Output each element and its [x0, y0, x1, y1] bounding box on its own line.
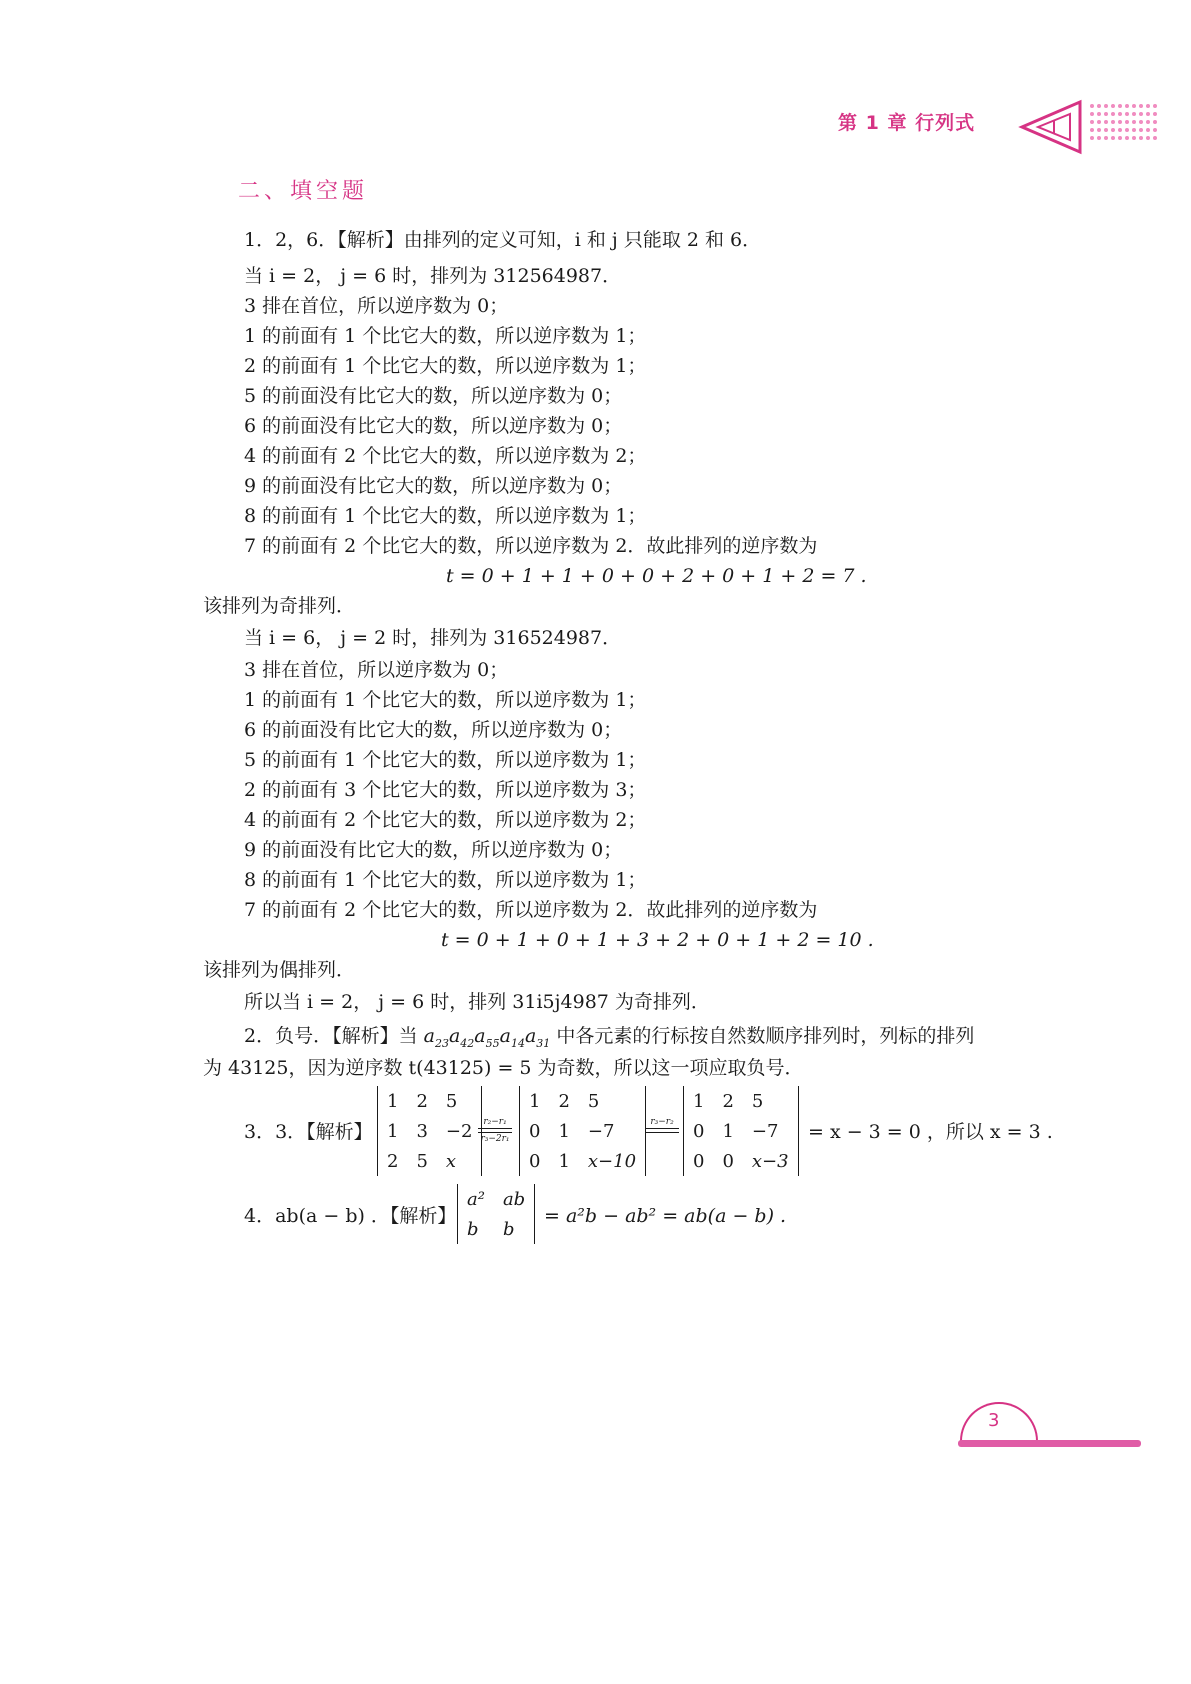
q3-determinant-2	[519, 1086, 646, 1176]
q4-suffix: = a²b − ab² = ab(a − b) .	[544, 1205, 787, 1227]
det-cell: 1	[558, 1150, 570, 1172]
det-cell: x−3	[751, 1150, 789, 1172]
chapter-triangle-icon	[1018, 98, 1168, 160]
det-cell: 0	[529, 1120, 541, 1142]
det-cell: 1	[693, 1090, 705, 1112]
q1-case2-line: 5 的前面有 1 个比它大的数，所以逆序数为 1；	[244, 749, 647, 771]
q1-case1-line: 6 的前面没有比它大的数，所以逆序数为 0；	[244, 415, 623, 437]
q2-line2: 为 43125，因为逆序数 t(43125) = 5 为奇数，所以这一项应取负号．	[203, 1057, 804, 1079]
q1-case2-line: 2 的前面有 3 个比它大的数，所以逆序数为 3；	[244, 779, 647, 801]
q2-product-term: $a_{23}a_{42}a_{55}a_{14}a_{31}$	[423, 1025, 551, 1050]
det-cell: a²	[467, 1188, 485, 1210]
q4-determinant	[457, 1184, 535, 1244]
q1-case2-line: 8 的前面有 1 个比它大的数，所以逆序数为 1；	[244, 869, 647, 891]
det-cell: 5	[416, 1150, 428, 1172]
q1-case2-line: 7 的前面有 2 个比它大的数，所以逆序数为 2．故此排列的逆序数为	[244, 899, 818, 921]
section-title: 二、填空题	[238, 179, 369, 204]
row-op-bottom: r₃−2r₁	[480, 1134, 510, 1144]
q2-line1-post: 中各元素的行标按自然数顺序排列时，列标的排列	[550, 1025, 975, 1047]
row-op-top: r₂−r₁	[483, 1117, 507, 1127]
det-cell: 1	[722, 1120, 734, 1142]
q1-case2-result: 该排列为偶排列．	[203, 959, 356, 981]
q1-case1-line: 9 的前面没有比它大的数，所以逆序数为 0；	[244, 475, 623, 497]
page-number-bar	[958, 1440, 1141, 1447]
det-cell: 1	[558, 1120, 570, 1142]
row-op-bar	[478, 1128, 512, 1133]
q1-intro: 1．2，6．【解析】由排列的定义可知，i 和 j 只能取 2 和 6．	[244, 229, 762, 251]
det-cell: −7	[751, 1120, 779, 1142]
det-cell: 0	[529, 1150, 541, 1172]
q3-determinant-1	[377, 1086, 482, 1176]
q3-row-op-1	[478, 1117, 512, 1144]
q2-line1-pre: 2．负号．【解析】当	[244, 1025, 424, 1047]
q1-case1-sum: t = 0 + 1 + 1 + 0 + 0 + 2 + 0 + 1 + 2 = 7 .	[446, 565, 867, 587]
det-cell: −2	[445, 1120, 473, 1142]
det-cell: 2	[416, 1090, 428, 1112]
q1-case1-line: 5 的前面没有比它大的数，所以逆序数为 0；	[244, 385, 623, 407]
q1-case1-line: 7 的前面有 2 个比它大的数，所以逆序数为 2．故此排列的逆序数为	[244, 535, 818, 557]
row-op-bar	[645, 1128, 679, 1133]
q1-case2-line: 1 的前面有 1 个比它大的数，所以逆序数为 1；	[244, 689, 647, 711]
det-cell: 1	[387, 1120, 399, 1142]
q1-case2-line: 4 的前面有 2 个比它大的数，所以逆序数为 2；	[244, 809, 647, 831]
det-cell: 0	[693, 1150, 705, 1172]
q3-row-op-2	[645, 1117, 679, 1134]
q1-case2-line: 3 排在首位，所以逆序数为 0；	[244, 659, 509, 681]
q1-case2-line: 9 的前面没有比它大的数，所以逆序数为 0；	[244, 839, 623, 861]
det-cell: b	[467, 1218, 479, 1240]
det-cell: 5	[445, 1090, 458, 1112]
chapter-header: 第 1 章 行列式	[838, 112, 976, 134]
q1-case1-result: 该排列为奇排列．	[203, 595, 356, 617]
det-cell: 5	[751, 1090, 764, 1112]
q1-case2: 当 i = 6， j = 2 时，排列为 316524987．	[244, 627, 622, 649]
q3-determinant-3	[683, 1086, 799, 1176]
q1-case1: 当 i = 2， j = 6 时，排列为 312564987．	[244, 265, 622, 287]
q4-prefix: 4．ab(a − b) ．【解析】	[244, 1205, 457, 1227]
q1-case2-sum: t = 0 + 1 + 0 + 1 + 3 + 2 + 0 + 1 + 2 = 10 .	[441, 929, 874, 951]
q1-case1-line: 2 的前面有 1 个比它大的数，所以逆序数为 1；	[244, 355, 647, 377]
q3-suffix: = x − 3 = 0 ，所以 x = 3 .	[808, 1121, 1053, 1143]
q1-conclusion: 所以当 i = 2， j = 6 时，排列 31i5j4987 为奇排列．	[244, 991, 710, 1013]
det-cell: 2	[722, 1090, 734, 1112]
page-number: 3	[988, 1410, 1000, 1431]
q1-case1-line: 8 的前面有 1 个比它大的数，所以逆序数为 1；	[244, 505, 647, 527]
det-cell: x	[445, 1150, 457, 1172]
q1-case1-line: 4 的前面有 2 个比它大的数，所以逆序数为 2；	[244, 445, 647, 467]
q1-case1-line: 1 的前面有 1 个比它大的数，所以逆序数为 1；	[244, 325, 647, 347]
det-cell: 2	[387, 1150, 399, 1172]
det-cell: 2	[558, 1090, 570, 1112]
det-cell: 5	[587, 1090, 600, 1112]
det-cell: 1	[387, 1090, 399, 1112]
det-cell: −7	[587, 1120, 615, 1142]
row-op-top: r₃−r₂	[650, 1117, 674, 1127]
q1-case1-line: 3 排在首位，所以逆序数为 0；	[244, 295, 509, 317]
det-cell: ab	[502, 1188, 526, 1210]
det-cell: b	[502, 1218, 515, 1240]
det-cell: 0	[722, 1150, 734, 1172]
q1-case2-line: 6 的前面没有比它大的数，所以逆序数为 0；	[244, 719, 623, 741]
det-cell: 1	[529, 1090, 541, 1112]
det-cell: x−10	[587, 1150, 637, 1172]
det-cell: 0	[693, 1120, 705, 1142]
q2-line1	[244, 1024, 974, 1056]
q3-prefix: 3．3．【解析】	[244, 1121, 373, 1143]
det-cell: 3	[416, 1120, 428, 1142]
